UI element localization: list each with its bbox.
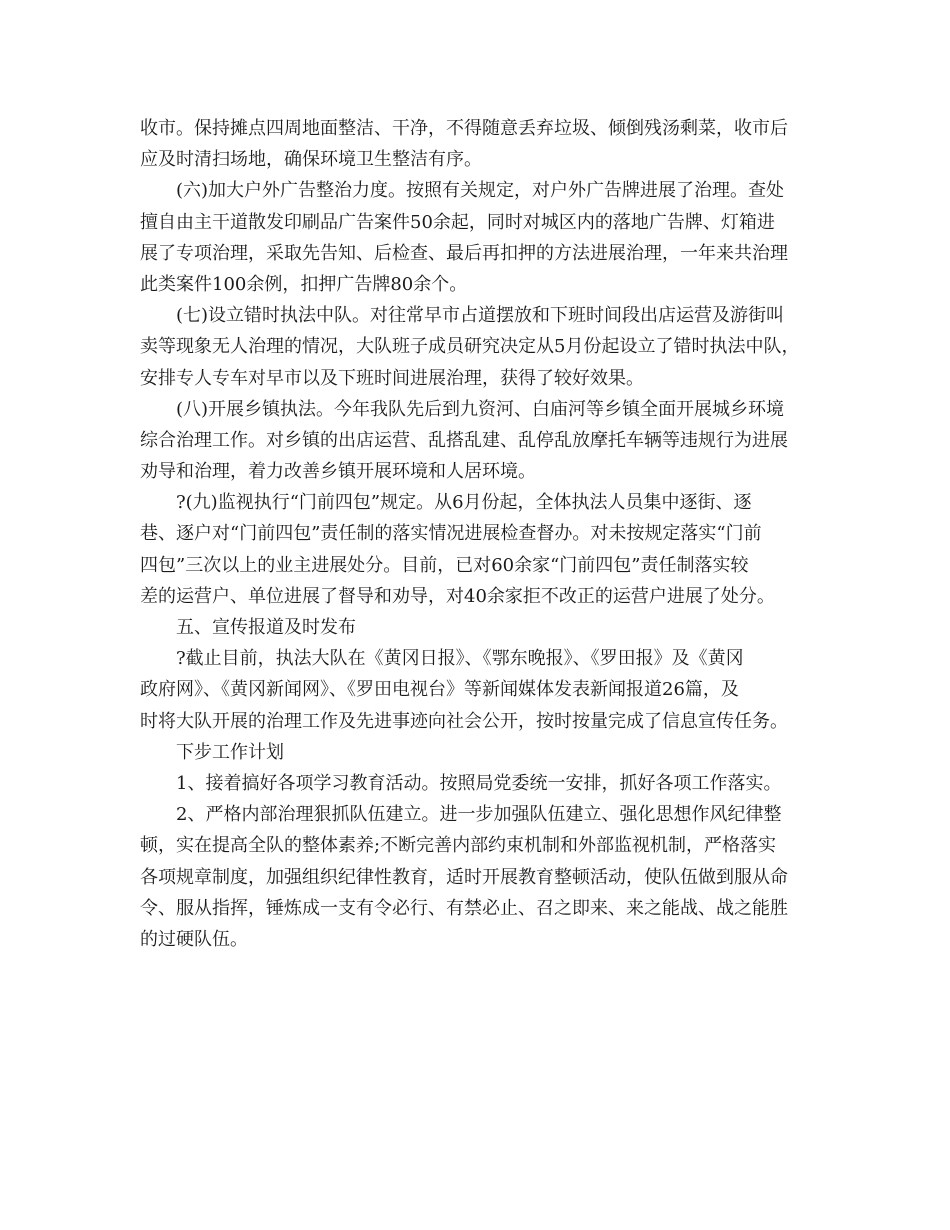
text-line: 顿，实在提高全队的整体素养;不断完善内部约束机制和外部监视机制，严格落实 [140,835,777,857]
text-line: ?(九)监视执行“门前四包”规定。从6月份起，全体执法人员集中逐街、逐 [176,492,752,514]
text-line: 此类案件100余例，扣押广告牌80余个。 [140,273,468,295]
text-line: 收市。保持摊点四周地面整洁、干净，不得随意丢弃垃圾、倾倒残汤剩菜，收市后 [140,118,788,139]
text-line: 时将大队开展的治理工作及先进事迹向社会公开，按时按量完成了信息宣传任务。 [140,710,788,732]
text-line: 应及时清扫场地，确保环境卫生整洁有序。 [140,149,482,171]
document-body [140,113,820,955]
text-line: 政府网》、《黄冈新闻网》、《罗田电视台》等新闻媒体发表新闻报道26篇，及 [140,679,739,701]
text-line: 展了专项治理，采取先告知、后检查、最后再扣押的方法进展治理，一年来共治理 [140,242,788,264]
text-line: 卖等现象无人治理的情况，大队班子成员研究决定从5月份起设立了错时执法中队， [140,336,800,358]
text-line: 差的运营户、单位进展了督导和劝导，对40余家拒不改正的运营户进展了处分。 [140,585,775,607]
text-line: 下步工作计划 [176,741,284,763]
text-line: (八)开展乡镇执法。今年我队先后到九资河、白庙河等乡镇全面开展城乡环境 [176,398,785,420]
text-line: (六)加大户外广告整治力度。按照有关规定，对户外广告牌进展了治理。查处 [176,180,785,202]
text-line: 巷、逐户对“门前四包”责任制的落实情况进展检查督办。对未按规定落实“门前 [140,523,762,545]
text-line: 五、宣传报道及时发布 [176,617,356,638]
text-line: 四包”三次以上的业主进展处分。目前，已对60余家“门前四包”责任制落实较 [140,554,749,576]
text-line: ?截止目前，执法大队在《黄冈日报》、《鄂东晚报》、《罗田报》及《黄冈 [176,648,744,670]
text-line: 2、严格内部治理狠抓队伍建立。进一步加强队伍建立、强化思想作风纪律整 [176,804,782,826]
text-line: 综合治理工作。对乡镇的出店运营、乱搭乱建、乱停乱放摩托车辆等违规行为进展 [140,429,788,451]
text-line: 安排专人专车对早市以及下班时间进展治理，获得了较好效果。 [140,367,644,389]
text-line: 的过硬队伍。 [140,928,248,950]
text-line: 1、接着搞好各项学习教育活动。按照局党委统一安排，抓好各项工作落实。 [176,772,782,794]
text-line: 令、服从指挥，锤炼成一支有令必行、有禁必止、召之即来、来之能战、战之能胜 [140,897,788,919]
text-line: 各项规章制度，加强组织纪律性教育，适时开展教育整顿活动，使队伍做到服从命 [140,866,788,888]
text-line: (七)设立错时执法中队。对往常早市占道摆放和下班时间段出店运营及游街叫 [176,305,785,327]
text-line: 擅自由主干道散发印刷品广告案件50余起，同时对城区内的落地广告牌、灯箱进 [140,211,775,233]
text-line: 劝导和治理，着力改善乡镇开展环境和人居环境。 [140,461,536,483]
